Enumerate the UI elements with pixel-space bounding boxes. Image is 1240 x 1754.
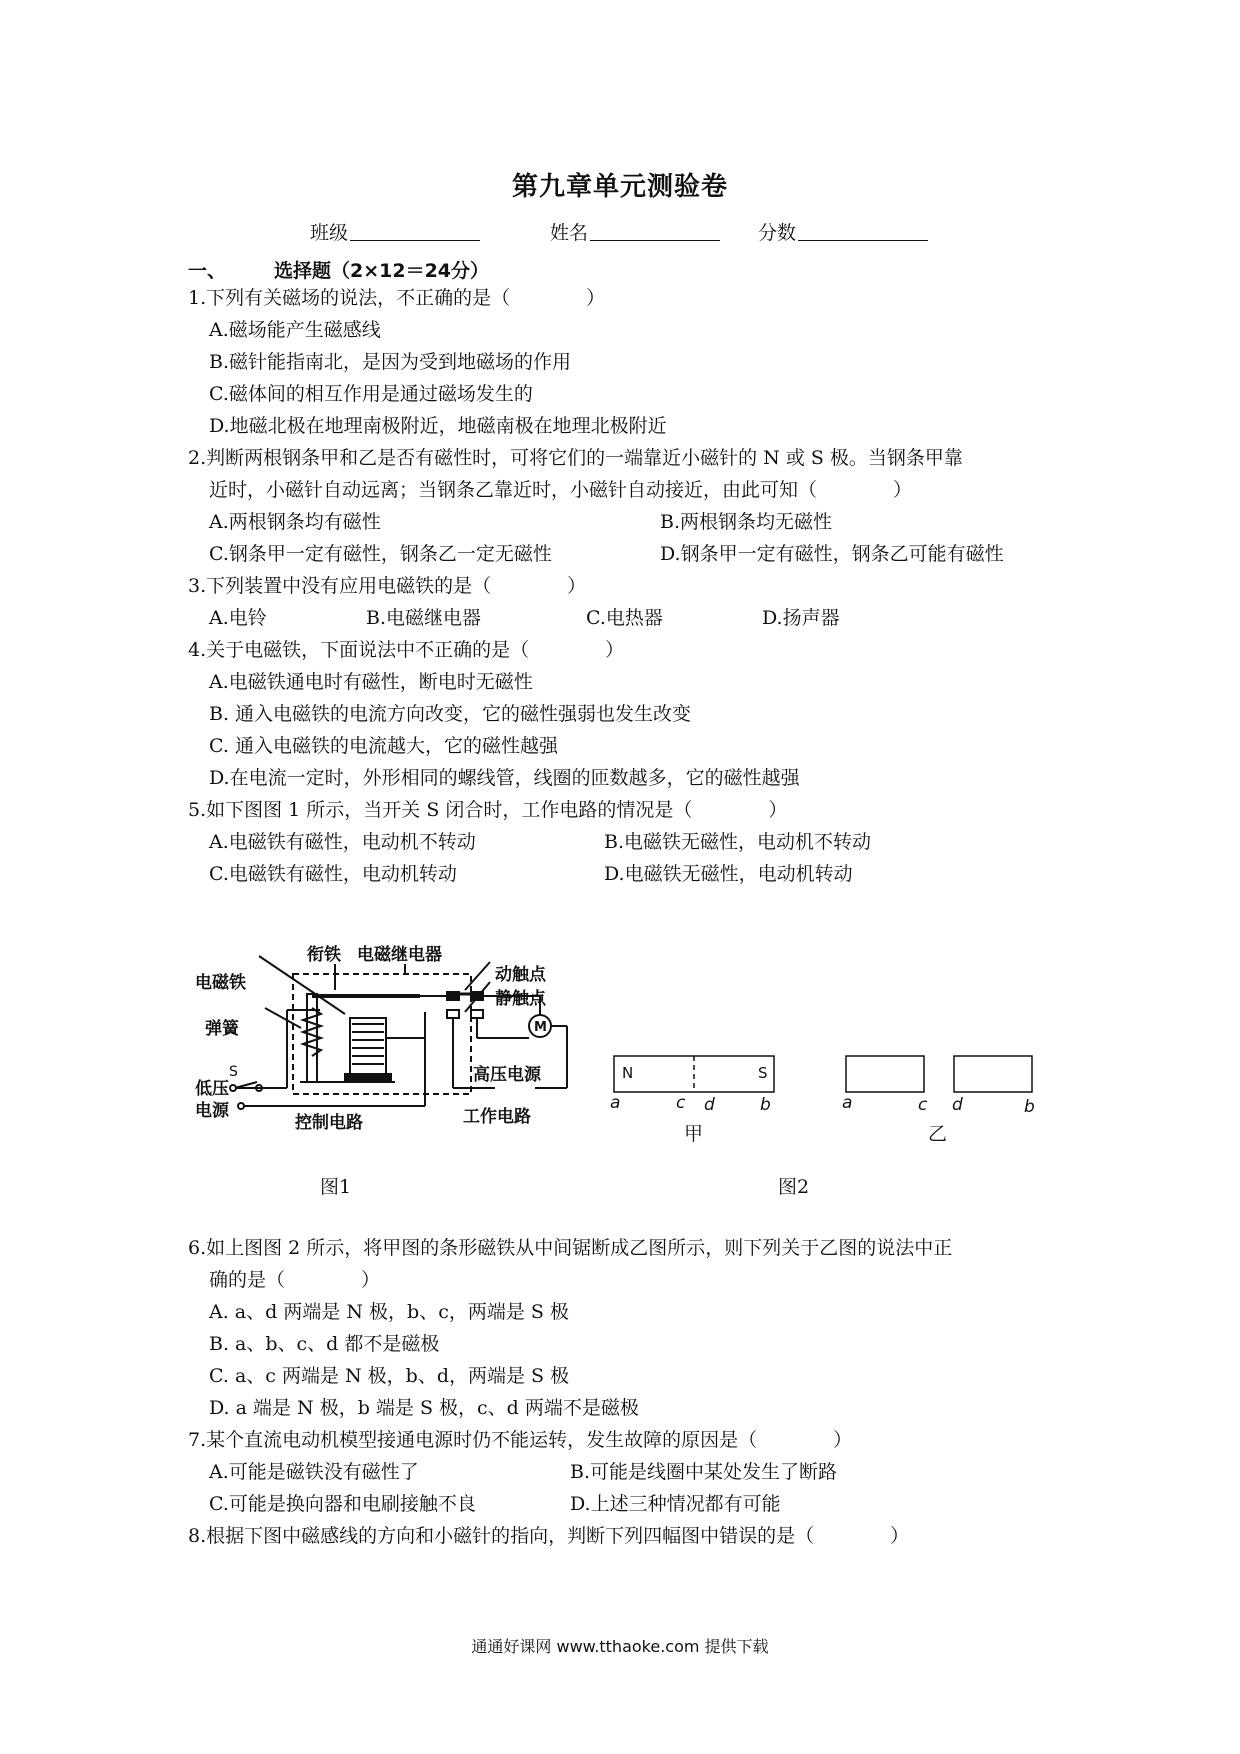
name-field [550, 218, 720, 245]
point-a-jia: a [610, 1093, 621, 1113]
question-2-option-c: C.钢条甲一定有磁性，钢条乙一定无磁性 [209, 543, 552, 565]
section-number: 一、 [188, 260, 227, 282]
spring-shape [303, 1008, 321, 1056]
question-2-stem: 2.判断两根钢条甲和乙是否有磁性时，可将它们的一端靠近小磁针的 N 或 S 极。当钢条甲靠 [188, 447, 963, 469]
figure-1-caption: 图1 [320, 1176, 352, 1198]
question-4-option-c: C. 通入电磁铁的电流越大，它的磁性越强 [209, 735, 558, 757]
question-3-option-b: B.电磁继电器 [366, 607, 482, 629]
label-work-circuit: 工作电路 [463, 1107, 531, 1127]
label-low-voltage-1: 低压 [195, 1079, 229, 1099]
question-6-option-d: D. a 端是 N 极，b 端是 S 极，c、d 两端不是磁极 [209, 1397, 639, 1419]
score-field [758, 218, 928, 245]
page-footer: 通通好课网 www.tthaoke.com 提供下载 [471, 1637, 769, 1656]
magnet-n-label: N [622, 1064, 634, 1082]
question-2-option-b: B.两根钢条均无磁性 [660, 511, 833, 533]
question-6-stem-cont: 确的是（ ） [209, 1269, 381, 1291]
point-c-jia: c [676, 1093, 686, 1113]
label-low-voltage-2: 电源 [195, 1101, 229, 1121]
figure-2-caption: 图2 [778, 1176, 810, 1198]
question-6-option-b: B. a、b、c、d 都不是磁极 [209, 1333, 440, 1355]
point-b-yi: b [1024, 1097, 1035, 1117]
point-d-yi: d [952, 1095, 963, 1115]
question-1-option-a: A.磁场能产生磁感线 [209, 319, 381, 341]
question-3-option-c: C.电热器 [586, 607, 663, 629]
magnet-yi-right [954, 1056, 1032, 1092]
question-7-option-d: D.上述三种情况都有可能 [570, 1493, 781, 1515]
point-b-jia: b [760, 1095, 771, 1115]
question-5-option-a: A.电磁铁有磁性，电动机不转动 [209, 831, 476, 853]
figure-2-yi-label: 乙 [928, 1123, 948, 1145]
name-blank [590, 222, 720, 241]
class-field [310, 218, 480, 245]
name-label: 姓名 [550, 222, 589, 244]
label-motor: M [534, 1020, 547, 1035]
question-2-option-d: D.钢条甲一定有磁性，钢条乙可能有磁性 [660, 543, 1004, 565]
question-5-stem: 5.如下图图 1 所示，当开关 S 闭合时，工作电路的情况是（ ） [188, 799, 788, 821]
label-high-voltage: 高压电源 [473, 1065, 541, 1085]
label-relay: 电磁继电器 [357, 945, 442, 965]
class-blank [350, 222, 480, 241]
question-4-option-b: B. 通入电磁铁的电流方向改变，它的磁性强弱也发生改变 [209, 703, 692, 725]
question-3-option-a: A.电铃 [209, 607, 267, 629]
label-moving-contact: 动触点 [495, 965, 546, 985]
section-title: 选择题（2×12＝24分） [274, 260, 490, 282]
section-heading [188, 256, 489, 283]
question-2-option-a: A.两根钢条均有磁性 [209, 511, 381, 533]
question-1-option-b: B.磁针能指南北，是因为受到地磁场的作用 [209, 351, 572, 373]
class-label: 班级 [310, 222, 349, 244]
electromagnet-coil [350, 1018, 386, 1074]
question-4-option-a: A.电磁铁通电时有磁性，断电时无磁性 [209, 671, 533, 693]
question-8-stem: 8.根据下图中磁感线的方向和小磁针的指向，判断下列四幅图中错误的是（ ） [188, 1525, 910, 1547]
question-4-stem: 4.关于电磁铁，下面说法中不正确的是（ ） [188, 639, 625, 661]
question-3-option-d: D.扬声器 [762, 607, 840, 629]
question-5-option-d: D.电磁铁无磁性，电动机转动 [604, 863, 853, 885]
question-1-stem: 1.下列有关磁场的说法，不正确的是（ ） [188, 287, 606, 309]
figure-2-magnet-diagram [600, 1040, 1060, 1150]
figure-1-relay-diagram [195, 938, 605, 1158]
question-1-option-d: D.地磁北极在地理南极附近，地磁南极在地理北极附近 [209, 415, 667, 437]
label-electromagnet: 电磁铁 [195, 973, 246, 993]
point-d-jia: d [704, 1095, 715, 1115]
label-armature: 衔铁 [307, 945, 341, 965]
score-blank [798, 222, 928, 241]
magnet-s-label: S [758, 1064, 768, 1082]
label-spring: 弹簧 [205, 1019, 239, 1039]
label-switch: S [229, 1064, 238, 1080]
question-7-option-c: C.可能是换向器和电刷接触不良 [209, 1493, 476, 1515]
page-title: 第九章单元测验卷 [511, 172, 728, 202]
question-6-option-c: C. a、c 两端是 N 极，b、d，两端是 S 极 [209, 1365, 570, 1387]
magnet-yi-left [846, 1056, 924, 1092]
question-7-option-b: B.可能是线圈中某处发生了断路 [570, 1461, 838, 1483]
question-5-option-b: B.电磁铁无磁性，电动机不转动 [604, 831, 872, 853]
question-2-stem-cont: 近时，小磁针自动远离；当钢条乙靠近时，小磁针自动接近，由此可知（ ） [209, 479, 913, 501]
label-static-contact: 静触点 [495, 989, 546, 1009]
question-4-option-d: D.在电流一定时，外形相同的螺线管，线圈的匝数越多，它的磁性越强 [209, 767, 800, 789]
question-6-option-a: A. a、d 两端是 N 极，b、c，两端是 S 极 [209, 1301, 569, 1323]
question-1-option-c: C.磁体间的相互作用是通过磁场发生的 [209, 383, 533, 405]
question-7-stem: 7.某个直流电动机模型接通电源时仍不能运转，发生故障的原因是（ ） [188, 1429, 853, 1451]
label-control-circuit: 控制电路 [295, 1113, 363, 1133]
question-6-stem: 6.如上图图 2 所示，将甲图的条形磁铁从中间锯断成乙图所示，则下列关于乙图的说法中正 [188, 1237, 953, 1259]
question-5-option-c: C.电磁铁有磁性，电动机转动 [209, 863, 457, 885]
figure-2-jia-label: 甲 [684, 1123, 704, 1145]
point-a-yi: a [842, 1093, 853, 1113]
question-7-option-a: A.可能是磁铁没有磁性了 [209, 1461, 419, 1483]
point-c-yi: c [918, 1095, 928, 1115]
score-label: 分数 [758, 222, 797, 244]
question-3-stem: 3.下列装置中没有应用电磁铁的是（ ） [188, 575, 587, 597]
